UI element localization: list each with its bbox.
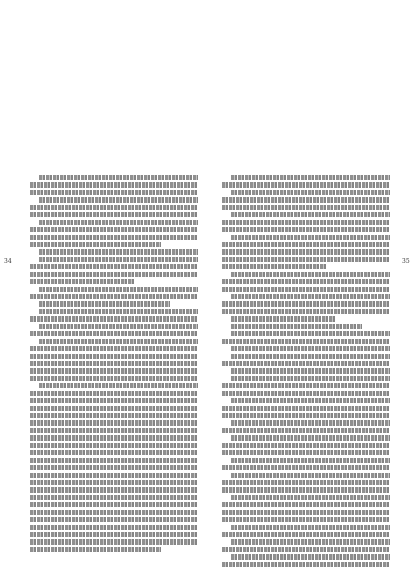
text-line xyxy=(231,525,390,530)
text-line xyxy=(30,368,198,373)
text-line xyxy=(231,331,390,336)
text-line xyxy=(231,175,390,180)
text-line xyxy=(222,487,390,492)
text-line xyxy=(222,242,390,247)
text-line xyxy=(222,450,390,455)
text-line xyxy=(222,391,390,396)
text-line xyxy=(30,331,198,336)
text-line xyxy=(30,547,161,552)
text-line xyxy=(39,249,198,254)
text-line xyxy=(30,435,198,440)
text-line xyxy=(30,235,198,240)
text-line xyxy=(30,272,198,277)
text-line xyxy=(231,346,390,351)
text-line xyxy=(231,435,390,440)
text-line xyxy=(39,309,198,314)
text-line xyxy=(30,398,198,403)
text-line xyxy=(222,249,390,254)
text-line xyxy=(231,190,390,195)
text-line xyxy=(39,220,198,225)
text-line xyxy=(30,279,134,284)
text-line xyxy=(30,420,198,425)
text-line xyxy=(222,428,390,433)
text-line xyxy=(30,517,198,522)
text-line xyxy=(231,354,390,359)
text-line xyxy=(231,539,390,544)
text-line xyxy=(39,383,198,388)
text-line xyxy=(30,212,198,217)
text-line xyxy=(231,473,390,478)
text-line xyxy=(30,294,198,299)
right-page-text xyxy=(222,175,390,569)
text-line xyxy=(30,227,198,232)
text-line xyxy=(222,309,390,314)
text-line xyxy=(222,205,390,210)
text-line xyxy=(30,495,198,500)
text-line xyxy=(222,443,390,448)
text-line xyxy=(39,175,198,180)
right-page-number: 35 xyxy=(402,258,410,265)
text-line xyxy=(222,532,390,537)
text-line xyxy=(222,197,390,202)
text-line xyxy=(30,473,198,478)
text-line xyxy=(30,182,198,187)
text-line xyxy=(30,316,198,321)
text-line xyxy=(30,458,198,463)
text-line xyxy=(30,190,198,195)
text-line xyxy=(30,525,198,530)
text-line xyxy=(39,197,198,202)
text-line xyxy=(30,539,198,544)
text-line xyxy=(30,205,198,210)
text-line xyxy=(39,339,198,344)
text-line xyxy=(222,383,390,388)
text-line xyxy=(30,428,198,433)
text-line xyxy=(222,279,390,284)
text-line xyxy=(222,257,390,262)
text-line xyxy=(30,487,198,492)
text-line xyxy=(222,301,390,306)
text-line xyxy=(231,316,335,321)
text-line xyxy=(231,495,390,500)
text-line xyxy=(222,502,390,507)
text-line xyxy=(222,220,390,225)
text-line xyxy=(231,398,390,403)
text-line xyxy=(222,406,390,411)
text-line xyxy=(222,339,390,344)
text-line xyxy=(222,480,390,485)
text-line xyxy=(30,346,198,351)
text-line xyxy=(39,287,198,292)
text-line xyxy=(231,554,390,559)
text-line xyxy=(222,361,390,366)
text-line xyxy=(222,264,326,269)
text-line xyxy=(222,227,390,232)
text-line xyxy=(231,458,390,463)
text-line xyxy=(231,376,390,381)
text-line xyxy=(30,391,198,396)
text-line xyxy=(222,465,390,470)
text-line xyxy=(231,294,390,299)
text-line xyxy=(30,443,198,448)
text-line xyxy=(30,406,198,411)
text-line xyxy=(222,517,390,522)
text-line xyxy=(30,510,198,515)
left-page-number: 34 xyxy=(4,258,12,265)
text-line xyxy=(30,354,198,359)
left-page-text xyxy=(30,175,198,554)
text-line xyxy=(231,272,390,277)
text-line xyxy=(30,264,198,269)
text-line xyxy=(30,502,198,507)
text-line xyxy=(30,480,198,485)
text-line xyxy=(30,242,161,247)
text-line xyxy=(39,301,170,306)
text-line xyxy=(231,212,390,217)
text-line xyxy=(30,361,198,366)
text-line xyxy=(231,368,390,373)
text-line xyxy=(222,182,390,187)
text-line xyxy=(222,547,390,552)
text-line xyxy=(222,287,390,292)
text-line xyxy=(30,450,198,455)
text-line xyxy=(231,324,362,329)
text-line xyxy=(222,510,390,515)
text-line xyxy=(222,562,390,567)
text-line xyxy=(39,257,198,262)
text-line xyxy=(30,532,198,537)
text-line xyxy=(231,420,390,425)
text-line xyxy=(30,465,198,470)
text-line xyxy=(30,376,198,381)
text-line xyxy=(222,413,390,418)
text-line xyxy=(231,235,390,240)
text-line xyxy=(30,413,198,418)
text-line xyxy=(39,324,198,329)
